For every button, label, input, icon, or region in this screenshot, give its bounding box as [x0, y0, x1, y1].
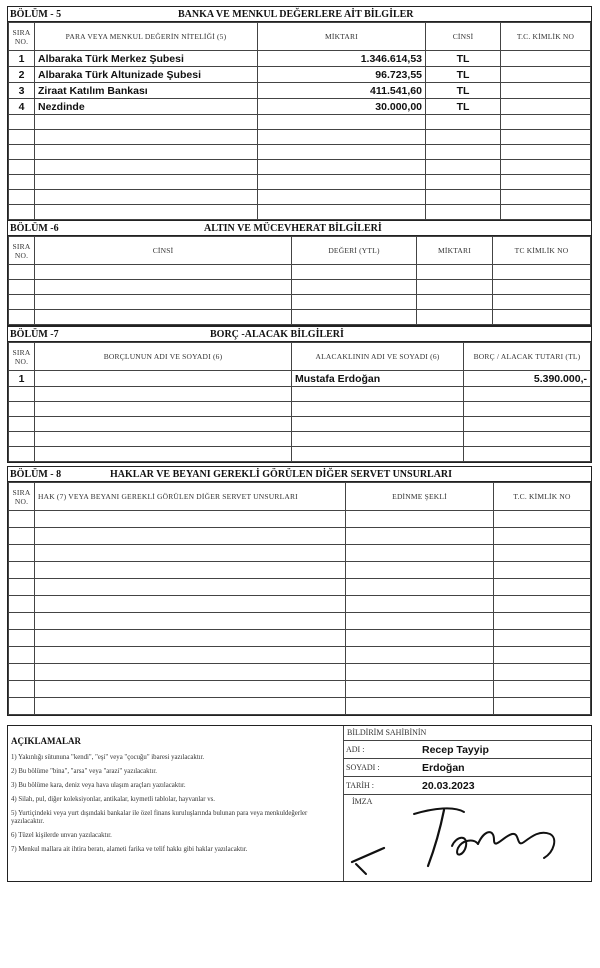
- col-sira: SIRA NO.: [9, 237, 35, 265]
- col-miktar: MİKTARI: [417, 237, 493, 265]
- empty-row: [9, 310, 591, 325]
- note-item: 5) Yurtiçindeki veya yurt dışındaki bankalar ile özel finans kuruluşlarında bulunan para veya menkuldeğerler yazılacaktır.: [11, 810, 308, 825]
- row-no: 3: [9, 83, 35, 99]
- row-currency: TL: [426, 67, 501, 83]
- col-cinsi: CİNSİ: [35, 237, 292, 265]
- empty-row: [9, 545, 591, 562]
- row-name: Ziraat Katılım Bankası: [35, 83, 258, 99]
- row-currency: TL: [426, 99, 501, 115]
- section-6-title: ALTIN VE MÜCEVHERAT BİLGİLERİ: [204, 222, 382, 234]
- row-amount: 96.723,55: [258, 67, 426, 83]
- row-no: 4: [9, 99, 35, 115]
- empty-row: [9, 115, 591, 130]
- section-8-code: BÖLÜM - 8: [10, 468, 62, 480]
- col-nitelik: PARA VEYA MENKUL DEĞERİN NİTELİĞİ (5): [35, 23, 258, 51]
- empty-row: [9, 511, 591, 528]
- empty-row: [9, 295, 591, 310]
- row-name: Albaraka Türk Merkez Şubesi: [35, 51, 258, 67]
- section-5-title: BANKA VE MENKUL DEĞERLERE AİT BİLGİLER: [178, 8, 414, 20]
- note-item: 3) Bu bölüme kara, deniz veya hava ulaşım araçları yazılacaktır.: [11, 782, 186, 789]
- empty-row: [9, 265, 591, 280]
- row-name: Albaraka Türk Altunizade Şubesi: [35, 67, 258, 83]
- empty-row: [9, 664, 591, 681]
- row-borclu: [35, 371, 292, 387]
- section-5-code: BÖLÜM - 5: [10, 8, 62, 20]
- empty-row: [9, 190, 591, 205]
- row-tc: [501, 51, 591, 67]
- col-miktar: MİKTARI: [258, 23, 426, 51]
- signature-image: [344, 800, 584, 880]
- empty-row: [9, 145, 591, 160]
- row-currency: TL: [426, 51, 501, 67]
- empty-row: [9, 160, 591, 175]
- empty-row: [9, 175, 591, 190]
- section-8-titlebar: [8, 467, 591, 482]
- section-8: [7, 466, 592, 716]
- note-item: 6) Tüzel kişilerde unvan yazılacaktır.: [11, 832, 112, 839]
- section-7: [7, 326, 592, 463]
- table-row: [9, 51, 591, 67]
- note-item: 4) Silah, pul, diğer koleksiyonlar, antikalar, kıymetli tablolar, hayvanlar vs.: [11, 796, 215, 803]
- row-currency: TL: [426, 83, 501, 99]
- empty-row: [9, 402, 591, 417]
- col-tc: T.C. KİMLİK NO: [501, 23, 591, 51]
- empty-row: [9, 681, 591, 698]
- col-edinme: EDİNME ŞEKLİ: [346, 483, 494, 511]
- empty-row: [9, 447, 591, 462]
- rights-table: [8, 482, 591, 715]
- section-6-code: BÖLÜM -6: [10, 222, 59, 234]
- row-tutar: 5.390.000,-: [464, 371, 591, 387]
- debt-table: [8, 342, 591, 462]
- notes-title: AÇIKLAMALAR: [11, 736, 82, 746]
- row-amount: 411.541,60: [258, 83, 426, 99]
- empty-row: [9, 280, 591, 295]
- row-no: 1: [9, 371, 35, 387]
- row-no: 1: [9, 51, 35, 67]
- row-tc: [501, 83, 591, 99]
- signer-surname: Erdoğan: [422, 761, 465, 774]
- empty-row: [9, 387, 591, 402]
- col-sira: SIRA NO.: [9, 23, 35, 51]
- row-name: Nezdinde: [35, 99, 258, 115]
- row-tc: [501, 99, 591, 115]
- col-hak: HAK (7) VEYA BEYANI GEREKLİ GÖRÜLEN DİĞER SERVET UNSURLARI: [35, 483, 346, 511]
- row-amount: 30.000,00: [258, 99, 426, 115]
- col-tc: T.C. KİMLİK NO: [494, 483, 591, 511]
- col-cinsi: CİNSİ: [426, 23, 501, 51]
- row-amount: 1.346.614,53: [258, 51, 426, 67]
- signer-header: BİLDİRİM SAHİBİNİN: [344, 726, 591, 741]
- signer-name-row: [344, 741, 591, 759]
- empty-row: [9, 579, 591, 596]
- col-sira: SIRA NO.: [9, 483, 35, 511]
- empty-row: [9, 130, 591, 145]
- empty-row: [9, 528, 591, 545]
- empty-row: [9, 432, 591, 447]
- section-7-titlebar: [8, 327, 591, 342]
- row-tc: [501, 67, 591, 83]
- section-7-title: BORÇ -ALACAK BİLGİLERİ: [210, 328, 344, 340]
- signature-label: İMZA: [352, 797, 373, 806]
- table-row: [9, 67, 591, 83]
- signer-surname-row: [344, 759, 591, 777]
- empty-row: [9, 630, 591, 647]
- table-row: [9, 83, 591, 99]
- col-sira: SIRA NO.: [9, 343, 35, 371]
- section-7-code: BÖLÜM -7: [10, 328, 59, 340]
- empty-row: [9, 205, 591, 220]
- empty-row: [9, 417, 591, 432]
- signer-date-row: [344, 777, 591, 795]
- col-tc: TC KİMLİK NO: [493, 237, 591, 265]
- row-alacakli: Mustafa Erdoğan: [292, 371, 464, 387]
- signer-panel: [344, 726, 591, 881]
- gold-table: [8, 236, 591, 325]
- note-item: 7) Menkul mallara ait ihtira beratı, alameti farika ve telif hakkı gibi haklar yazılacaktır.: [11, 846, 248, 853]
- note-item: 1) Yakınlığı sütununa "kendi", "eşi" veya "çocuğu" ibaresi yazılacaktır.: [11, 754, 205, 761]
- section-5: [7, 6, 592, 221]
- row-no: 2: [9, 67, 35, 83]
- signer-surname-label: SOYADI :: [346, 763, 380, 772]
- col-borclu: BORÇLUNUN ADI VE SOYADI (6): [35, 343, 292, 371]
- col-alacakli: ALACAKLININ ADI VE SOYADI (6): [292, 343, 464, 371]
- bank-table: [8, 22, 591, 220]
- section-5-titlebar: [8, 7, 591, 22]
- signer-date: 20.03.2023: [422, 779, 475, 792]
- table-row: [9, 371, 591, 387]
- empty-row: [9, 596, 591, 613]
- col-degeri: DEĞERİ (YTL): [292, 237, 417, 265]
- section-6: [7, 220, 592, 326]
- empty-row: [9, 613, 591, 630]
- col-tutar: BORÇ / ALACAK TUTARI (TL): [464, 343, 591, 371]
- note-item: 2) Bu bölüme "bina", "arsa" veya "arazi" yazılacaktır.: [11, 768, 157, 775]
- empty-row: [9, 562, 591, 579]
- empty-row: [9, 698, 591, 715]
- section-6-titlebar: [8, 221, 591, 236]
- signer-name-label: ADI :: [346, 745, 365, 754]
- section-8-title: HAKLAR VE BEYANI GEREKLİ GÖRÜLEN DİĞER SERVET UNSURLARI: [110, 468, 453, 480]
- table-row: [9, 99, 591, 115]
- signer-date-label: TARİH :: [346, 781, 375, 790]
- empty-row: [9, 647, 591, 664]
- notes-panel: [8, 726, 344, 881]
- notes-and-signature: [7, 725, 592, 882]
- signer-name: Recep Tayyip: [422, 743, 489, 756]
